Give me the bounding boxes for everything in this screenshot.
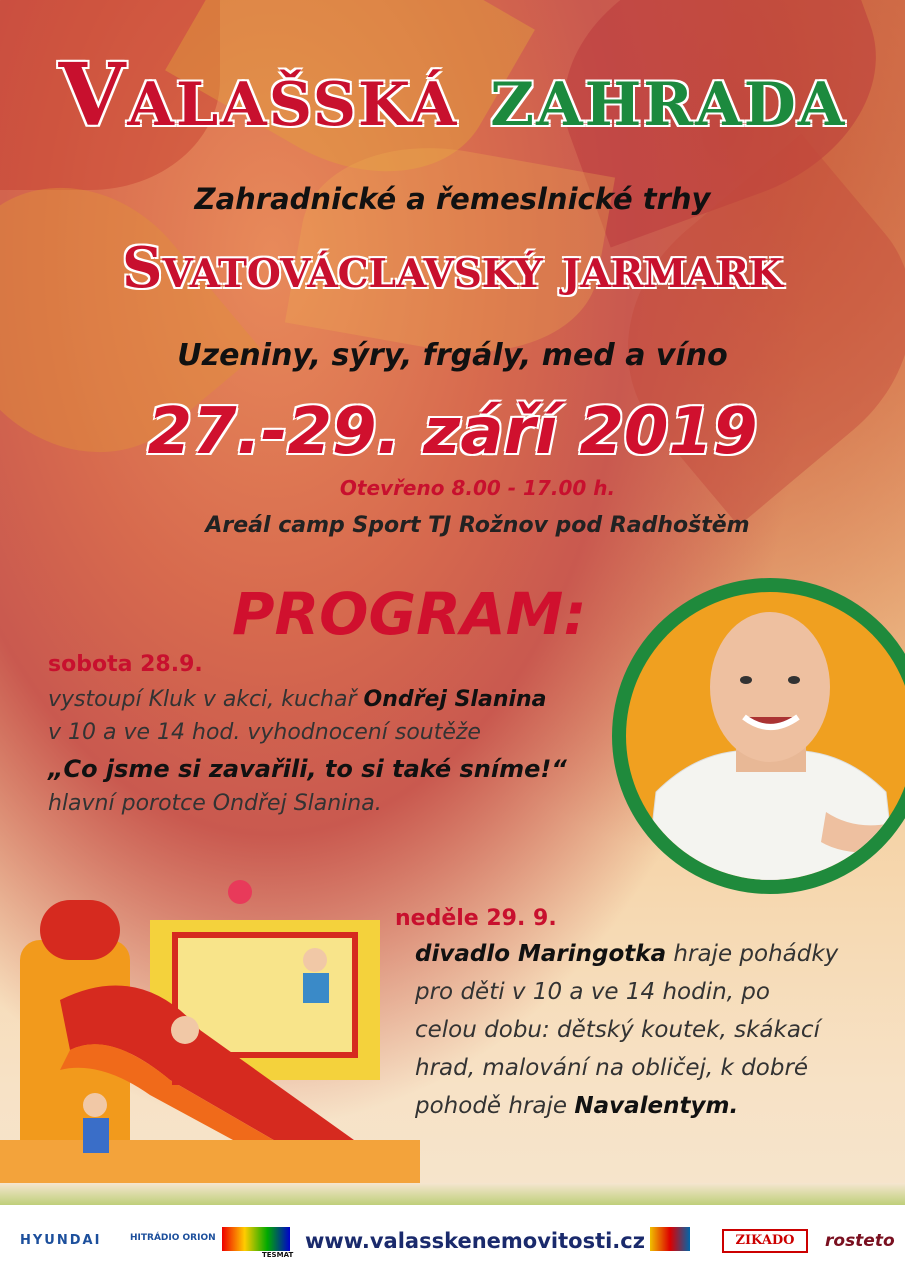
- hyundai-logo: HYUNDAI: [20, 1233, 102, 1248]
- zikado-logo: ZIKADO: [722, 1229, 808, 1253]
- subtitle-markets: Zahradnické a řemeslnické trhy: [194, 182, 711, 216]
- regional-tv-logo: [650, 1227, 690, 1251]
- sunday-line4: hrad, malování na obličej, k dobré: [415, 1055, 809, 1081]
- title-part2: zahrada: [490, 45, 847, 146]
- event-date: 27.-29. září 2019: [147, 395, 758, 469]
- chef-photo: [626, 592, 905, 880]
- hitradio-logo: HITRÁDIO ORION: [130, 1233, 216, 1243]
- fair-title: Svatováclavský jarmark: [122, 235, 783, 301]
- saturday-block: [48, 652, 628, 820]
- sunday-line2: pro děti v 10 a ve 14 hodin, po: [415, 979, 770, 1005]
- tesmat-graphic: [222, 1227, 290, 1251]
- saturday-day: sobota 28.9.: [48, 652, 203, 677]
- sunday-day: neděle 29. 9.: [395, 906, 557, 931]
- title-part1: Valašská: [58, 45, 459, 146]
- sunday-line3: celou dobu: dětský koutek, skákací: [415, 1017, 820, 1043]
- contest-quote: „Co jsme si zavařili, to si také sníme!“: [48, 755, 567, 783]
- band-name: Navalentym.: [574, 1093, 739, 1119]
- opening-hours: Otevřeno 8.00 - 17.00 h.: [339, 476, 616, 500]
- chef-name: Ondřej Slanina: [363, 687, 547, 712]
- sunday-block: [395, 906, 875, 1125]
- bouncy-castle-image: [0, 880, 420, 1205]
- website-link[interactable]: www.valasskenemovitosti.cz: [305, 1229, 645, 1253]
- saturday-line1-text: vystoupí Kluk v akci, kuchař: [48, 687, 364, 712]
- venue: Areál camp Sport TJ Rožnov pod Radhoštěm: [205, 513, 750, 538]
- theatre-name: divadlo Maringotka: [415, 941, 667, 967]
- chef-portrait: [612, 578, 905, 894]
- program-heading: PROGRAM:: [232, 580, 587, 648]
- tesmat-logo: TESMAT: [262, 1251, 294, 1259]
- sunday-line1: [395, 935, 875, 973]
- subtitle-products: Uzeniny, sýry, frgály, med a víno: [177, 338, 728, 373]
- saturday-line2: v 10 a ve 14 hod. vyhodnocení soutěže: [48, 720, 481, 745]
- saturday-line3: hlavní porotce Ondřej Slanina.: [48, 791, 382, 816]
- saturday-line1: [48, 683, 628, 716]
- footer-grass: [0, 1183, 905, 1205]
- sunday-line1-text: hraje pohádky: [666, 941, 839, 967]
- main-title: [0, 45, 905, 146]
- chef-illustration: [626, 592, 905, 880]
- footer: [0, 1205, 905, 1280]
- sunday-line5-text: pohodě hraje: [415, 1093, 575, 1119]
- rosteto-logo: rosteto: [825, 1231, 895, 1251]
- sunday-line5: [395, 1087, 875, 1125]
